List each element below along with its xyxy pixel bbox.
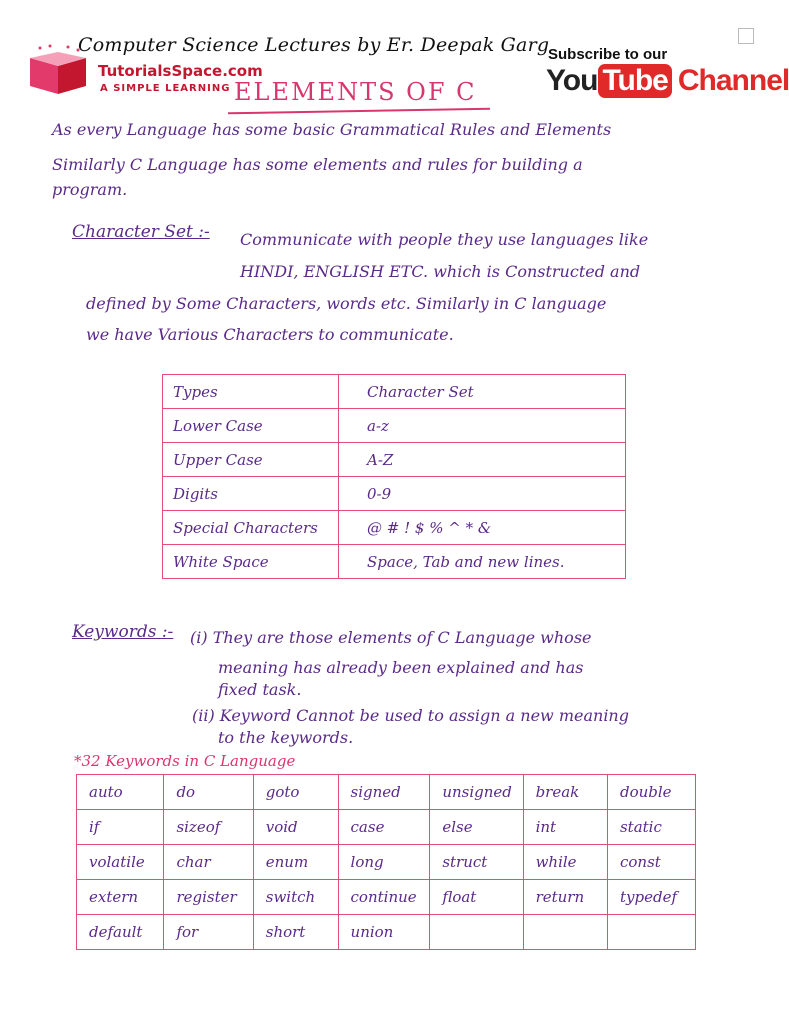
table-header-row: [163, 375, 626, 409]
youtube-channel-label: Channel: [677, 64, 789, 97]
keywords-text: meaning has already been explained and has: [218, 658, 584, 677]
keyword-cell: volatile: [77, 845, 164, 880]
intro-line: As every Language has some basic Grammatical Rules and Elements: [52, 120, 612, 139]
keyword-cell: union: [338, 915, 430, 950]
keyword-cell: break: [523, 775, 607, 810]
table-cell: A-Z: [339, 443, 626, 477]
table-row: [77, 915, 696, 950]
page-title: ELEMENTS OF C: [234, 78, 477, 106]
keyword-cell: unsigned: [430, 775, 523, 810]
keywords-text: (i) They are those elements of C Language whose: [190, 628, 592, 647]
table-row: [163, 545, 626, 579]
intro-line: program.: [52, 180, 128, 199]
keywords-count-label: *32 Keywords in C Language: [74, 752, 296, 770]
keyword-cell: case: [338, 810, 430, 845]
keywords-text: to the keywords.: [218, 728, 354, 747]
keyword-cell: auto: [77, 775, 164, 810]
keyword-cell: if: [77, 810, 164, 845]
table-row: [77, 810, 696, 845]
keyword-cell: signed: [338, 775, 430, 810]
keyword-cell: extern: [77, 880, 164, 915]
keyword-cell: short: [253, 915, 338, 950]
keyword-cell: char: [164, 845, 253, 880]
keyword-cell-empty: [430, 915, 523, 950]
keyword-cell: double: [607, 775, 695, 810]
keyword-cell: int: [523, 810, 607, 845]
table-row: [77, 845, 696, 880]
character-set-heading: Character Set :-: [72, 222, 210, 242]
keywords-text: (ii) Keyword Cannot be used to assign a new meaning: [192, 706, 629, 725]
keyword-cell: void: [253, 810, 338, 845]
logo-name: TutorialsSpace.com: [98, 62, 263, 80]
keyword-cell: sizeof: [164, 810, 253, 845]
keyword-cell: float: [430, 880, 523, 915]
character-set-text: HINDI, ENGLISH ETC. which is Constructed and: [240, 262, 641, 281]
table-cell: Space, Tab and new lines.: [339, 545, 626, 579]
character-set-text: we have Various Characters to communicate.: [86, 325, 454, 344]
keyword-cell: struct: [430, 845, 523, 880]
keyword-cell: long: [338, 845, 430, 880]
table-row: [163, 443, 626, 477]
keyword-cell: do: [164, 775, 253, 810]
table-cell: Upper Case: [163, 443, 339, 477]
keyword-cell: switch: [253, 880, 338, 915]
keyword-cell: const: [607, 845, 695, 880]
table-header-cell: Character Set: [339, 375, 626, 409]
youtube-channel-logo[interactable]: [546, 64, 789, 98]
keyword-cell: enum: [253, 845, 338, 880]
keyword-cell: static: [607, 810, 695, 845]
title-underline: [228, 108, 490, 115]
table-cell: 0-9: [339, 477, 626, 511]
table-row: [163, 409, 626, 443]
table-cell: Special Characters: [163, 511, 339, 545]
table-row: [163, 477, 626, 511]
subscribe-text: Subscribe to our: [548, 46, 668, 63]
keyword-cell: return: [523, 880, 607, 915]
keyword-cell-empty: [607, 915, 695, 950]
keyword-cell: goto: [253, 775, 338, 810]
keyword-cell: register: [164, 880, 253, 915]
keywords-heading: Keywords :-: [72, 622, 174, 642]
youtube-tube: Tube: [598, 64, 671, 98]
keywords-text: fixed task.: [218, 680, 302, 699]
keywords-table: [76, 774, 696, 950]
table-cell: @ # ! $ % ^ * &: [339, 511, 626, 545]
header-title: Computer Science Lectures by Er. Deepak Garg: [78, 34, 550, 56]
corner-mark: [738, 28, 754, 44]
table-cell: White Space: [163, 545, 339, 579]
keyword-cell: typedef: [607, 880, 695, 915]
keyword-cell: continue: [338, 880, 430, 915]
character-set-table: [162, 374, 626, 579]
keyword-cell: default: [77, 915, 164, 950]
table-row: [77, 775, 696, 810]
keyword-cell: for: [164, 915, 253, 950]
character-set-text: Communicate with people they use languages like: [240, 230, 649, 249]
table-row: [163, 511, 626, 545]
intro-line: Similarly C Language has some elements and rules for building a: [52, 155, 583, 174]
youtube-you: You: [546, 64, 598, 97]
keyword-cell: else: [430, 810, 523, 845]
table-cell: a-z: [339, 409, 626, 443]
table-cell: Lower Case: [163, 409, 339, 443]
character-set-text: defined by Some Characters, words etc. Similarly in C language: [86, 294, 607, 313]
table-header-cell: Types: [163, 375, 339, 409]
table-row: [77, 880, 696, 915]
keyword-cell-empty: [523, 915, 607, 950]
logo-tagline: A SIMPLE LEARNING: [100, 83, 231, 94]
table-cell: Digits: [163, 477, 339, 511]
keyword-cell: while: [523, 845, 607, 880]
